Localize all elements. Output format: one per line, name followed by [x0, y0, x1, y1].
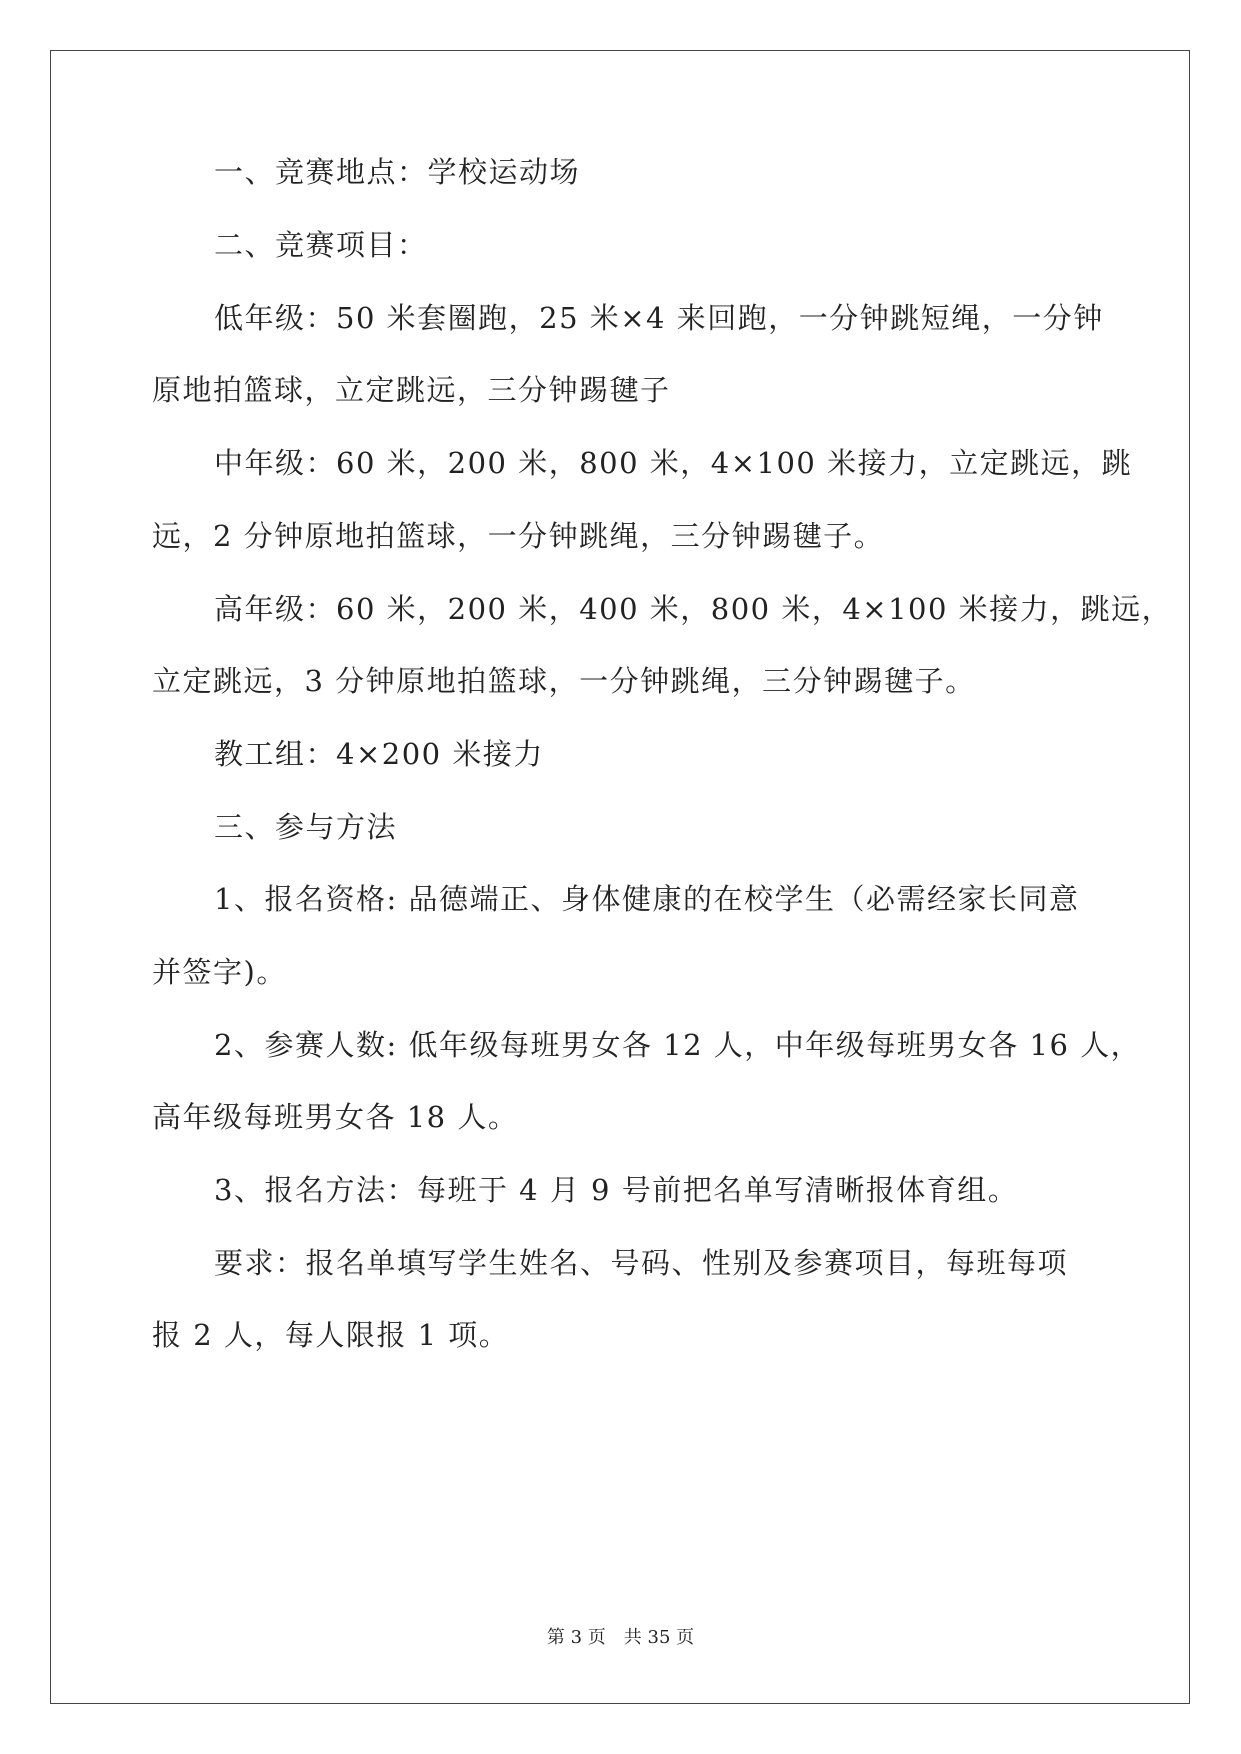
text-line: 1、报名资格: 品德端正、身体健康的在校学生（必需经家长同意: [214, 882, 1080, 916]
text-line: 高年级每班男女各 18 人。: [152, 1100, 519, 1134]
text-line: 原地拍篮球，立定跳远，三分钟踢毽子: [152, 373, 671, 407]
text-line: 2、参赛人数: 低年级每班男女各 12 人，中年级每班男女各 16 人，: [214, 1028, 1142, 1062]
text-line: 并签字)。: [152, 955, 287, 989]
page-number-footer: 第 3 页 共 35 页: [546, 1627, 695, 1648]
text-line: 二、竞赛项目：: [214, 228, 428, 262]
text-line: 报 2 人，每人限报 1 项。: [152, 1318, 510, 1352]
text-line: 远，2 分钟原地拍篮球，一分钟跳绳，三分钟踢毽子。: [152, 519, 885, 553]
text-line: 3、报名方法：每班于 4 月 9 号前把名单写清晰报体育组。: [214, 1173, 1019, 1207]
text-line: 三、参与方法: [214, 810, 398, 844]
text-line: 一、竞赛地点：学校运动场: [214, 155, 581, 189]
text-line: 低年级：50 米套圈跑，25 米×4 来回跑，一分钟跳短绳，一分钟: [214, 301, 1104, 335]
text-line: 教工组：4×200 米接力: [214, 737, 544, 771]
text-line: 高年级：60 米，200 米，400 米，800 米，4×100 米接力，跳远，: [214, 592, 1173, 626]
text-line: 要求：报名单填写学生姓名、号码、性别及参赛项目，每班每项: [214, 1246, 1069, 1280]
text-line: 立定跳远，3 分钟原地拍篮球，一分钟跳绳，三分钟踢毽子。: [152, 664, 976, 698]
text-line: 中年级：60 米，200 米，800 米，4×100 米接力，立定跳远，跳: [214, 446, 1133, 480]
